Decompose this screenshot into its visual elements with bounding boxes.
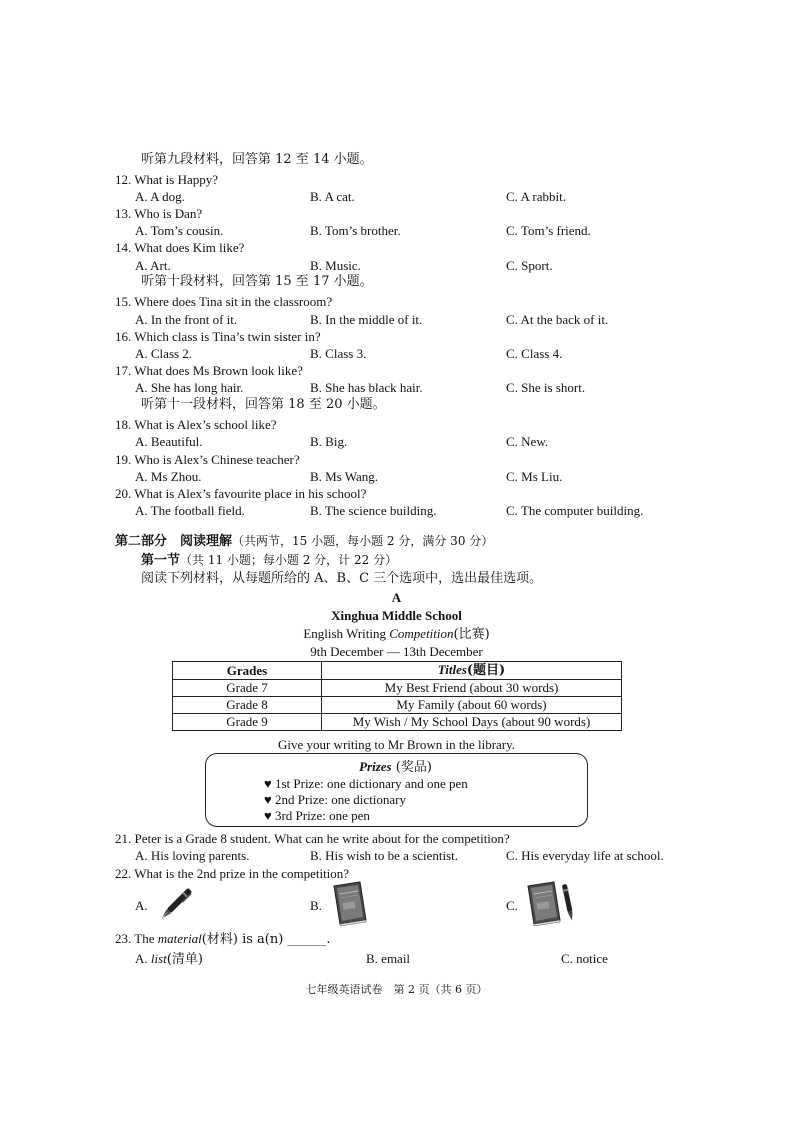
table-row xyxy=(173,680,622,697)
option-23a xyxy=(135,951,203,968)
event-title-suffix: (比赛) xyxy=(453,627,490,642)
option-12c: C. A rabbit. xyxy=(506,189,566,204)
dictionary-and-pen-icon xyxy=(524,880,576,926)
option-15b: B. In the middle of it. xyxy=(310,312,423,327)
pen-icon xyxy=(154,882,198,926)
option-22b-label: B. xyxy=(310,898,322,913)
option-19b: B. Ms Wang. xyxy=(310,469,379,484)
option-20c: C. The computer building. xyxy=(506,503,644,518)
option-23b: B. email xyxy=(366,951,411,966)
option-22c-label: C. xyxy=(506,898,518,913)
give-note: Give your writing to Mr Brown in the library. xyxy=(277,737,516,752)
question-20: 20. What is Alex’s favourite place in his school? xyxy=(115,486,367,501)
option-21c: C. His everyday life at school. xyxy=(506,848,664,863)
option-13a: A. Tom’s cousin. xyxy=(135,223,224,238)
option-14b: B. Music. xyxy=(310,258,361,273)
table-row xyxy=(173,714,622,731)
option-17a: A. She has long hair. xyxy=(135,380,244,395)
question-16: 16. Which class is Tina’s twin sister in? xyxy=(115,329,321,344)
option-23c: C. notice xyxy=(561,951,608,966)
option-15a: A. In the front of it. xyxy=(135,312,238,327)
option-13b: B. Tom’s brother. xyxy=(310,223,401,238)
part2-title: 第二部分 阅读理解 xyxy=(115,534,233,549)
option-14a: A. Art. xyxy=(135,258,171,273)
prizes-title-italic: Prizes xyxy=(359,759,392,774)
option-19c: C. Ms Liu. xyxy=(506,469,563,484)
question-22: 22. What is the 2nd prize in the competition? xyxy=(115,866,350,881)
option-16c: C. Class 4. xyxy=(506,346,563,361)
section1-header xyxy=(141,552,397,569)
title-cell: My Family (about 60 words) xyxy=(322,697,622,714)
section1-note: （共 11 小题；每小题 2 分，计 22 分） xyxy=(180,553,398,567)
listening-intro-9: 听第九段材料，回答第 12 至 14 小题。 xyxy=(141,152,373,167)
question-18: 18. What is Alex’s school like? xyxy=(115,417,277,432)
grade-cell: Grade 9 xyxy=(173,714,322,731)
prizes-title-cn: (奖品) xyxy=(391,760,432,775)
listening-intro-10: 听第十段材料，回答第 15 至 17 小题。 xyxy=(141,274,373,289)
passage-letter: A xyxy=(391,590,402,605)
prize-item-3: ♥ 3rd Prize: one pen xyxy=(264,808,370,823)
option-19a: A. Ms Zhou. xyxy=(135,469,202,484)
header-titles-italic: Titles xyxy=(437,662,467,677)
question-23-prefix: 23. The xyxy=(115,931,158,946)
option-16a: A. Class 2. xyxy=(135,346,193,361)
question-17: 17. What does Ms Brown look like? xyxy=(115,363,303,378)
option-18b: B. Big. xyxy=(310,434,348,449)
header-grades: Grades xyxy=(173,662,322,680)
option-20b: B. The science building. xyxy=(310,503,437,518)
option-15c: C. At the back of it. xyxy=(506,312,609,327)
question-12: 12. What is Happy? xyxy=(115,172,219,187)
option-22a-label: A. xyxy=(135,898,148,913)
title-cell: My Best Friend (about 30 words) xyxy=(322,680,622,697)
event-title-prefix: English Writing xyxy=(303,626,390,641)
option-23a-suffix: (清单) xyxy=(166,952,203,967)
reading-instruction: 阅读下列材料，从每题所给的 A、B、C 三个选项中，选出最佳选项。 xyxy=(141,571,543,586)
page-footer: 七年级英语试卷 第 2 页（共 6 页） xyxy=(305,983,488,996)
option-17b: B. She has black hair. xyxy=(310,380,423,395)
option-18c: C. New. xyxy=(506,434,549,449)
question-15: 15. Where does Tina sit in the classroom? xyxy=(115,294,333,309)
option-12a: A. A dog. xyxy=(135,189,185,204)
title-cell: My Wish / My School Days (about 90 words) xyxy=(322,714,622,731)
prize-item-2: ♥ 2nd Prize: one dictionary xyxy=(264,792,407,807)
question-13: 13. Who is Dan? xyxy=(115,206,203,221)
grade-cell: Grade 7 xyxy=(173,680,322,697)
listening-intro-11: 听第十一段材料，回答第 18 至 20 小题。 xyxy=(141,397,386,412)
option-21a: A. His loving parents. xyxy=(135,848,250,863)
option-23a-italic: list xyxy=(150,951,167,966)
table-header-row xyxy=(173,662,622,680)
prizes-title xyxy=(205,759,586,776)
option-23a-prefix: A. xyxy=(135,951,151,966)
question-19: 19. Who is Alex’s Chinese teacher? xyxy=(115,452,300,467)
grade-cell: Grade 8 xyxy=(173,697,322,714)
option-13c: C. Tom’s friend. xyxy=(506,223,591,238)
option-18a: A. Beautiful. xyxy=(135,434,203,449)
part2-title-note: （共两节，15 小题，每小题 2 分，满分 30 分） xyxy=(232,534,494,548)
question-21: 21. Peter is a Grade 8 student. What can he write about for the competition? xyxy=(115,831,510,846)
question-23-suffix: (材料) is a(n) ______. xyxy=(201,932,331,947)
section1-title: 第一节 xyxy=(141,553,181,568)
school-name: Xinghua Middle School xyxy=(331,608,462,623)
option-12b: B. A cat. xyxy=(310,189,355,204)
event-dates: 9th December — 13th December xyxy=(310,644,483,659)
event-title xyxy=(0,626,793,643)
option-21b: B. His wish to be a scientist. xyxy=(310,848,459,863)
option-17c: C. She is short. xyxy=(506,380,586,395)
header-titles-cn: (题目) xyxy=(466,663,506,678)
grades-table xyxy=(172,661,622,731)
part2-header xyxy=(115,533,493,550)
question-14: 14. What does Kim like? xyxy=(115,240,245,255)
dictionary-icon xyxy=(328,880,370,926)
option-14c: C. Sport. xyxy=(506,258,553,273)
prize-item-1: ♥ 1st Prize: one dictionary and one pen xyxy=(264,776,468,791)
question-23 xyxy=(115,931,331,948)
header-titles xyxy=(322,662,622,680)
option-16b: B. Class 3. xyxy=(310,346,367,361)
table-row xyxy=(173,697,622,714)
option-20a: A. The football field. xyxy=(135,503,245,518)
event-title-italic: Competition xyxy=(389,626,454,641)
question-23-italic: material xyxy=(157,931,202,946)
